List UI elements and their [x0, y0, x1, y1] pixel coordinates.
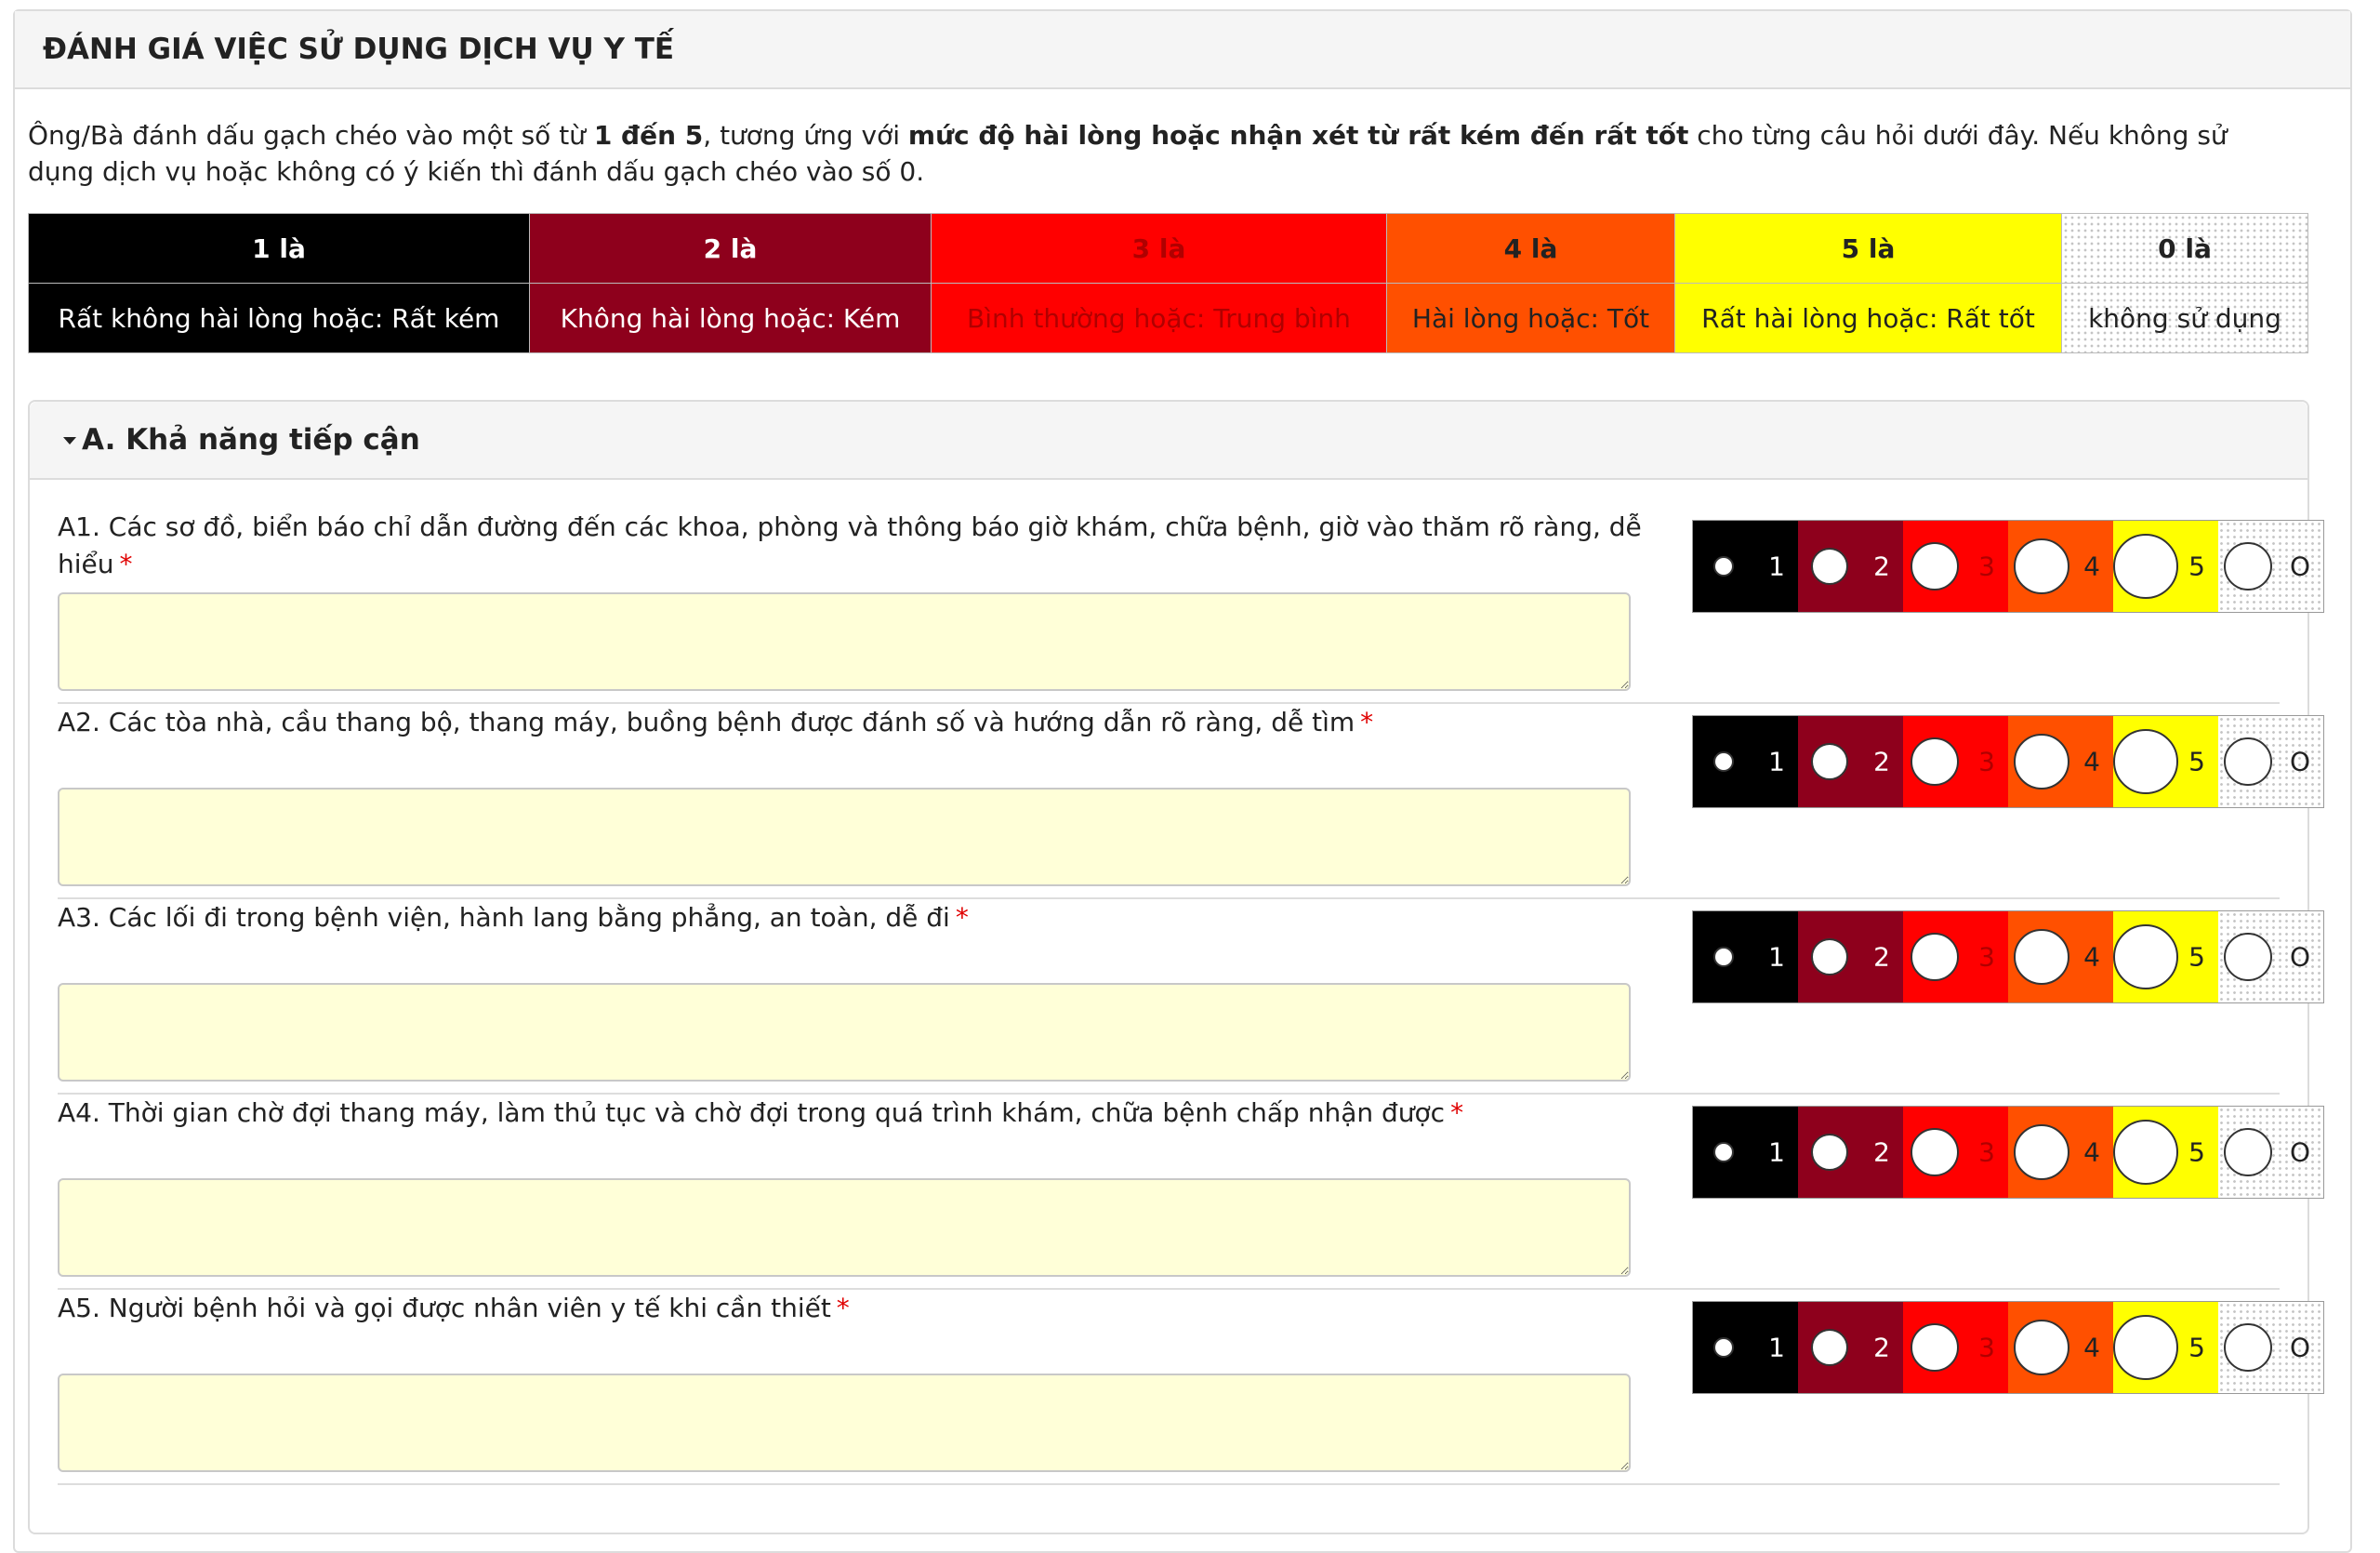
- radio-circle-icon[interactable]: [2224, 737, 2272, 786]
- radio-circle-icon[interactable]: [1811, 1329, 1848, 1366]
- question-label: A5. Người bệnh hỏi và gọi được nhân viên y tế khi cần thiết: [58, 1293, 831, 1323]
- rating-option-2[interactable]: [1798, 716, 1903, 807]
- rating-option-label: O: [2289, 746, 2310, 777]
- instructions-bold-scale: mức độ hài lòng hoặc nhận xét từ rất kém đến rất tốt: [907, 120, 1689, 151]
- radio-circle-icon[interactable]: [2014, 538, 2069, 594]
- rating-option-2[interactable]: [1798, 521, 1903, 612]
- rating-option-label: O: [2289, 1332, 2310, 1363]
- comment-input[interactable]: [58, 1374, 1631, 1472]
- rating-option-label: 5: [2188, 1332, 2205, 1363]
- question-label: A2. Các tòa nhà, cầu thang bộ, thang máy, buồng bệnh được đánh số và hướng dẫn rõ ràng, dễ tìm: [58, 707, 1355, 737]
- rating-option-2[interactable]: [1798, 1302, 1903, 1393]
- rating-option-4[interactable]: [2008, 521, 2113, 612]
- rating-option-label: 1: [1768, 551, 1785, 582]
- rating-option-4[interactable]: [2008, 1302, 2113, 1393]
- question-text: [58, 1095, 1657, 1132]
- rating-option-4[interactable]: [2008, 911, 2113, 1002]
- rating-option-label: 2: [1873, 1332, 1890, 1363]
- rating-option-label: 5: [2188, 941, 2205, 973]
- legend-desc-3: Bình thường hoặc: Trung bình: [932, 284, 1387, 353]
- rating-option-0[interactable]: [2218, 716, 2323, 807]
- instructions-part3: cho từng câu hỏi dưới đây. Nếu không sử dụng dịch vụ hoặc không có ý kiến thì đánh dấu gạch chéo vào số 0.: [28, 120, 2228, 187]
- rating-option-2[interactable]: [1798, 911, 1903, 1002]
- rating-option-label: 1: [1768, 1332, 1785, 1363]
- rating-option-label: 5: [2188, 551, 2205, 582]
- legend-title-0: 0 là: [2062, 214, 2308, 284]
- required-asterisk: *: [119, 549, 133, 579]
- rating-option-5[interactable]: [2113, 911, 2218, 1002]
- rating-option-label: 3: [1978, 1136, 1995, 1168]
- radio-circle-icon[interactable]: [2014, 1320, 2069, 1375]
- instructions-text: [28, 117, 2296, 190]
- legend-desc-5: Rất hài lòng hoặc: Rất tốt: [1675, 284, 2062, 353]
- question-label: A4. Thời gian chờ đợi thang máy, làm thủ tục và chờ đợi trong quá trình khám, chữa bệnh chấp nhận được: [58, 1097, 1446, 1128]
- legend-title-5: 5 là: [1675, 214, 2062, 284]
- rating-option-label: 3: [1978, 941, 1995, 973]
- required-asterisk: *: [1450, 1097, 1464, 1128]
- radio-circle-icon[interactable]: [2113, 1315, 2178, 1380]
- radio-circle-icon[interactable]: [2113, 534, 2178, 599]
- rating-option-label: 4: [2083, 1136, 2100, 1168]
- section-header-toggle[interactable]: [30, 402, 2307, 480]
- legend-title-1: 1 là: [29, 214, 530, 284]
- radio-circle-icon[interactable]: [2014, 1124, 2069, 1180]
- radio-circle-icon[interactable]: [1713, 556, 1734, 577]
- rating-option-label: 3: [1978, 551, 1995, 582]
- rating-option-3[interactable]: [1903, 1107, 2008, 1198]
- rating-option-label: O: [2289, 551, 2310, 582]
- rating-option-1[interactable]: [1693, 716, 1798, 807]
- radio-circle-icon[interactable]: [1713, 751, 1734, 772]
- legend-title-4: 4 là: [1387, 214, 1675, 284]
- comment-input[interactable]: [58, 788, 1631, 886]
- radio-circle-icon[interactable]: [2224, 933, 2272, 981]
- rating-option-label: 2: [1873, 941, 1890, 973]
- rating-option-label: 5: [2188, 1136, 2205, 1168]
- rating-scale: [1692, 1106, 2324, 1199]
- rating-option-5[interactable]: [2113, 1107, 2218, 1198]
- rating-option-label: 3: [1978, 1332, 1995, 1363]
- legend-title-2: 2 là: [530, 214, 932, 284]
- legend-desc-row: [29, 284, 2308, 353]
- legend-desc-4: Hài lòng hoặc: Tốt: [1387, 284, 1675, 353]
- comment-input[interactable]: [58, 592, 1631, 691]
- rating-option-label: 1: [1768, 746, 1785, 777]
- rating-option-0[interactable]: [2218, 1107, 2323, 1198]
- rating-option-label: 2: [1873, 746, 1890, 777]
- rating-scale: [1692, 715, 2324, 808]
- rating-option-1[interactable]: [1693, 1302, 1798, 1393]
- radio-circle-icon[interactable]: [1811, 938, 1848, 976]
- rating-option-label: 2: [1873, 1136, 1890, 1168]
- radio-circle-icon[interactable]: [1911, 1128, 1959, 1176]
- comment-input[interactable]: [58, 983, 1631, 1082]
- radio-circle-icon[interactable]: [2113, 1120, 2178, 1185]
- rating-option-1[interactable]: [1693, 521, 1798, 612]
- question-row: [58, 704, 2310, 899]
- radio-circle-icon[interactable]: [2014, 734, 2069, 790]
- rating-option-5[interactable]: [2113, 521, 2218, 612]
- radio-circle-icon[interactable]: [1911, 737, 1959, 786]
- comment-input[interactable]: [58, 1178, 1631, 1277]
- rating-option-label: 1: [1768, 941, 1785, 973]
- rating-option-3[interactable]: [1903, 1302, 2008, 1393]
- rating-option-4[interactable]: [2008, 1107, 2113, 1198]
- radio-circle-icon[interactable]: [1713, 1337, 1734, 1358]
- caret-down-icon: [63, 437, 76, 445]
- radio-circle-icon[interactable]: [2014, 929, 2069, 985]
- question-row: [58, 1095, 2310, 1290]
- radio-circle-icon[interactable]: [1911, 933, 1959, 981]
- required-asterisk: *: [836, 1293, 850, 1323]
- instructions-part1: Ông/Bà đánh dấu gạch chéo vào một số từ: [28, 120, 594, 151]
- radio-circle-icon[interactable]: [1911, 542, 1959, 591]
- question-label: A3. Các lối đi trong bệnh viện, hành lang bằng phẳng, an toàn, dễ đi: [58, 902, 950, 933]
- rating-option-3[interactable]: [1903, 911, 2008, 1002]
- question-text: [58, 509, 1657, 583]
- rating-scale: [1692, 1301, 2324, 1394]
- rating-option-0[interactable]: [2218, 521, 2323, 612]
- radio-circle-icon[interactable]: [1811, 1134, 1848, 1171]
- radio-circle-icon[interactable]: [1911, 1323, 1959, 1372]
- rating-option-label: 2: [1873, 551, 1890, 582]
- rating-option-5[interactable]: [2113, 716, 2218, 807]
- rating-option-label: 1: [1768, 1136, 1785, 1168]
- radio-circle-icon[interactable]: [1713, 947, 1734, 967]
- rating-option-label: 4: [2083, 941, 2100, 973]
- radio-circle-icon[interactable]: [1811, 743, 1848, 780]
- rating-option-2[interactable]: [1798, 1107, 1903, 1198]
- rating-option-1[interactable]: [1693, 1107, 1798, 1198]
- question-label: A1. Các sơ đồ, biển báo chỉ dẫn đường đến các khoa, phòng và thông báo giờ khám, chữa bệnh, giờ vào thăm rõ ràng, dễ hiểu: [58, 511, 1642, 579]
- required-asterisk: *: [1360, 707, 1374, 737]
- question-text: [58, 1290, 1657, 1327]
- rating-option-3[interactable]: [1903, 716, 2008, 807]
- legend-desc-0: không sử dụng: [2062, 284, 2308, 353]
- legend-desc-1: Rất không hài lòng hoặc: Rất kém: [29, 284, 530, 353]
- instructions-bold-range: 1 đến 5: [593, 120, 704, 151]
- radio-circle-icon[interactable]: [2113, 729, 2178, 794]
- legend-desc-2: Không hài lòng hoặc: Kém: [530, 284, 932, 353]
- rating-option-5[interactable]: [2113, 1302, 2218, 1393]
- question-row: [58, 509, 2310, 704]
- rating-option-4[interactable]: [2008, 716, 2113, 807]
- radio-circle-icon[interactable]: [1811, 548, 1848, 585]
- instructions-part2: , tương ứng với: [703, 120, 908, 151]
- rating-option-label: 5: [2188, 746, 2205, 777]
- radio-circle-icon[interactable]: [1713, 1142, 1734, 1162]
- rating-option-label: 3: [1978, 746, 1995, 777]
- rating-legend-table: [28, 213, 2308, 353]
- rating-option-label: O: [2289, 941, 2310, 973]
- rating-option-0[interactable]: [2218, 911, 2323, 1002]
- legend-title-row: [29, 214, 2308, 284]
- rating-option-label: O: [2289, 1136, 2310, 1168]
- rating-option-label: 4: [2083, 746, 2100, 777]
- radio-circle-icon[interactable]: [2113, 924, 2178, 989]
- question-row: [58, 1290, 2310, 1485]
- rating-scale: [1692, 910, 2324, 1003]
- radio-circle-icon[interactable]: [2224, 1323, 2272, 1372]
- rating-option-1[interactable]: [1693, 911, 1798, 1002]
- rating-option-0[interactable]: [2218, 1302, 2323, 1393]
- radio-circle-icon[interactable]: [2224, 542, 2272, 591]
- rating-option-label: 4: [2083, 1332, 2100, 1363]
- question-text: [58, 704, 1657, 741]
- page-title: ĐÁNH GIÁ VIỆC SỬ DỤNG DỊCH VỤ Y TẾ: [15, 11, 2350, 89]
- question-text: [58, 899, 1657, 936]
- section-title: A. Khả năng tiếp cận: [82, 423, 420, 457]
- legend-title-3: 3 là: [932, 214, 1387, 284]
- question-row: [58, 899, 2310, 1095]
- section-accessibility: [28, 400, 2309, 1534]
- rating-scale: [1692, 520, 2324, 613]
- radio-circle-icon[interactable]: [2224, 1128, 2272, 1176]
- rating-option-label: 4: [2083, 551, 2100, 582]
- rating-option-3[interactable]: [1903, 521, 2008, 612]
- required-asterisk: *: [955, 902, 969, 933]
